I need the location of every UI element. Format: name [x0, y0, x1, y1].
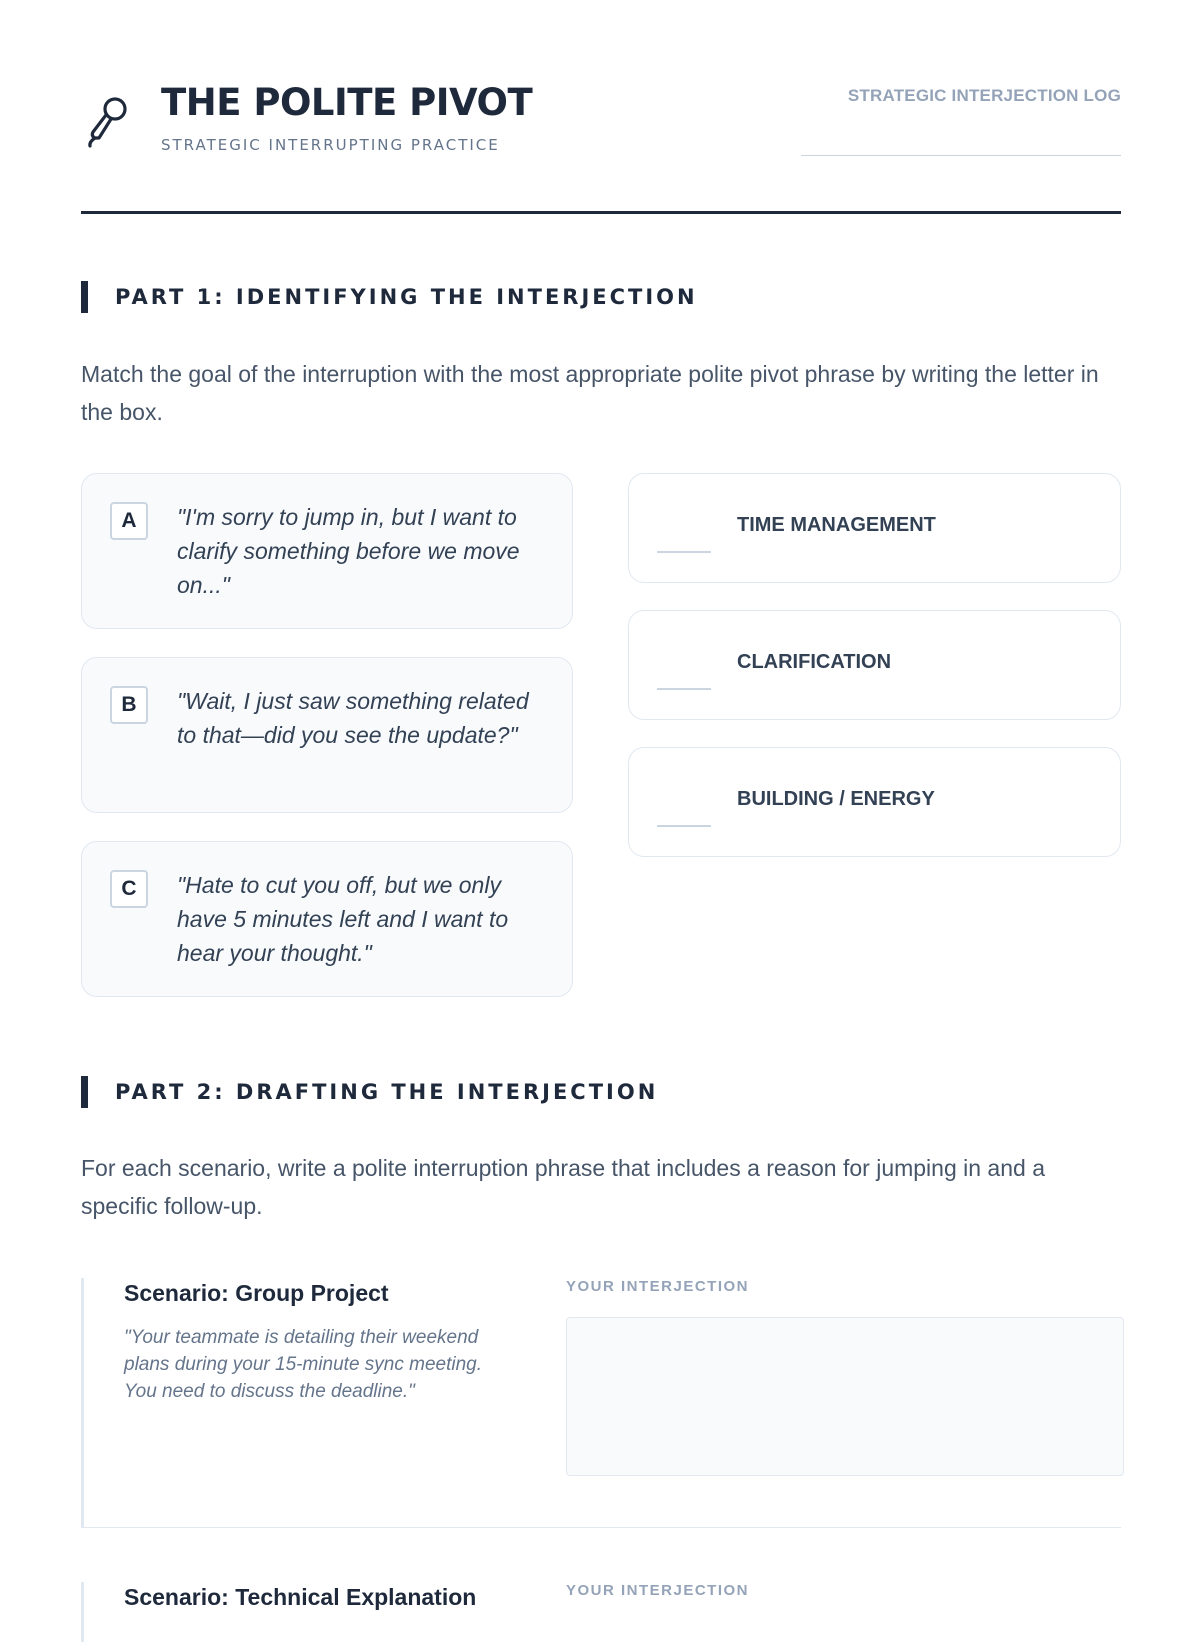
scenario-title: Scenario: Technical Explanation — [124, 1584, 477, 1610]
page-subtitle: STRATEGIC INTERRUPTING PRACTICE — [161, 136, 500, 154]
phrase-card-a — [81, 473, 573, 629]
goal-label: CLARIFICATION — [737, 651, 892, 673]
phrase-text: "Hate to cut you off, but we only have 5 minutes left and I want to hear your thought." — [177, 872, 509, 966]
worksheet-header — [81, 0, 1121, 214]
part2-instructions: For each scenario, write a polite interruption phrase that includes a reason for jumping in and a specific follow-up. — [81, 1155, 1045, 1219]
goal-card-building-energy — [628, 747, 1121, 857]
part1-heading: PART 1: IDENTIFYING THE INTERJECTION — [81, 281, 698, 313]
log-label: STRATEGIC INTERJECTION LOG — [847, 86, 1121, 105]
phrase-card-b — [81, 657, 573, 813]
answer-blank[interactable] — [657, 825, 711, 827]
goal-label: TIME MANAGEMENT — [737, 514, 936, 536]
scenario-group-project — [81, 1278, 1121, 1528]
phrase-card-c — [81, 841, 573, 997]
phrase-letter-badge: B — [110, 686, 148, 724]
part1-instructions: Match the goal of the interruption with the most appropriate polite pivot phrase by writing the letter in the box. — [81, 361, 1099, 425]
worksheet-page — [81, 0, 1121, 1610]
scenario-description: "Your teammate is detailing their weekend plans during your 15-minute sync meeting. You need to discuss the deadline." — [124, 1327, 483, 1402]
response-label: YOUR INTERJECTION — [566, 1278, 750, 1295]
scenario-technical-explanation — [81, 1582, 1121, 1642]
phrase-letter-badge: C — [110, 870, 148, 908]
goal-card-time-management — [628, 473, 1121, 583]
part2-heading: PART 2: DRAFTING THE INTERJECTION — [81, 1076, 658, 1108]
goal-label: BUILDING / ENERGY — [737, 788, 935, 810]
phrase-text: "I'm sorry to jump in, but I want to clarify something before we move on..." — [177, 504, 520, 598]
phrase-letter-badge: A — [110, 502, 148, 540]
log-entry-line — [801, 155, 1121, 156]
page-title: THE POLITE PIVOT — [161, 81, 533, 124]
answer-blank[interactable] — [657, 551, 711, 553]
scenario-title: Scenario: Group Project — [124, 1280, 389, 1306]
answer-blank[interactable] — [657, 688, 711, 690]
interjection-input[interactable] — [566, 1317, 1124, 1476]
microphone-icon — [83, 92, 133, 148]
phrase-text: "Wait, I just saw something related to that—did you see the update?" — [177, 688, 529, 748]
response-label: YOUR INTERJECTION — [566, 1582, 750, 1599]
goal-card-clarification — [628, 610, 1121, 720]
